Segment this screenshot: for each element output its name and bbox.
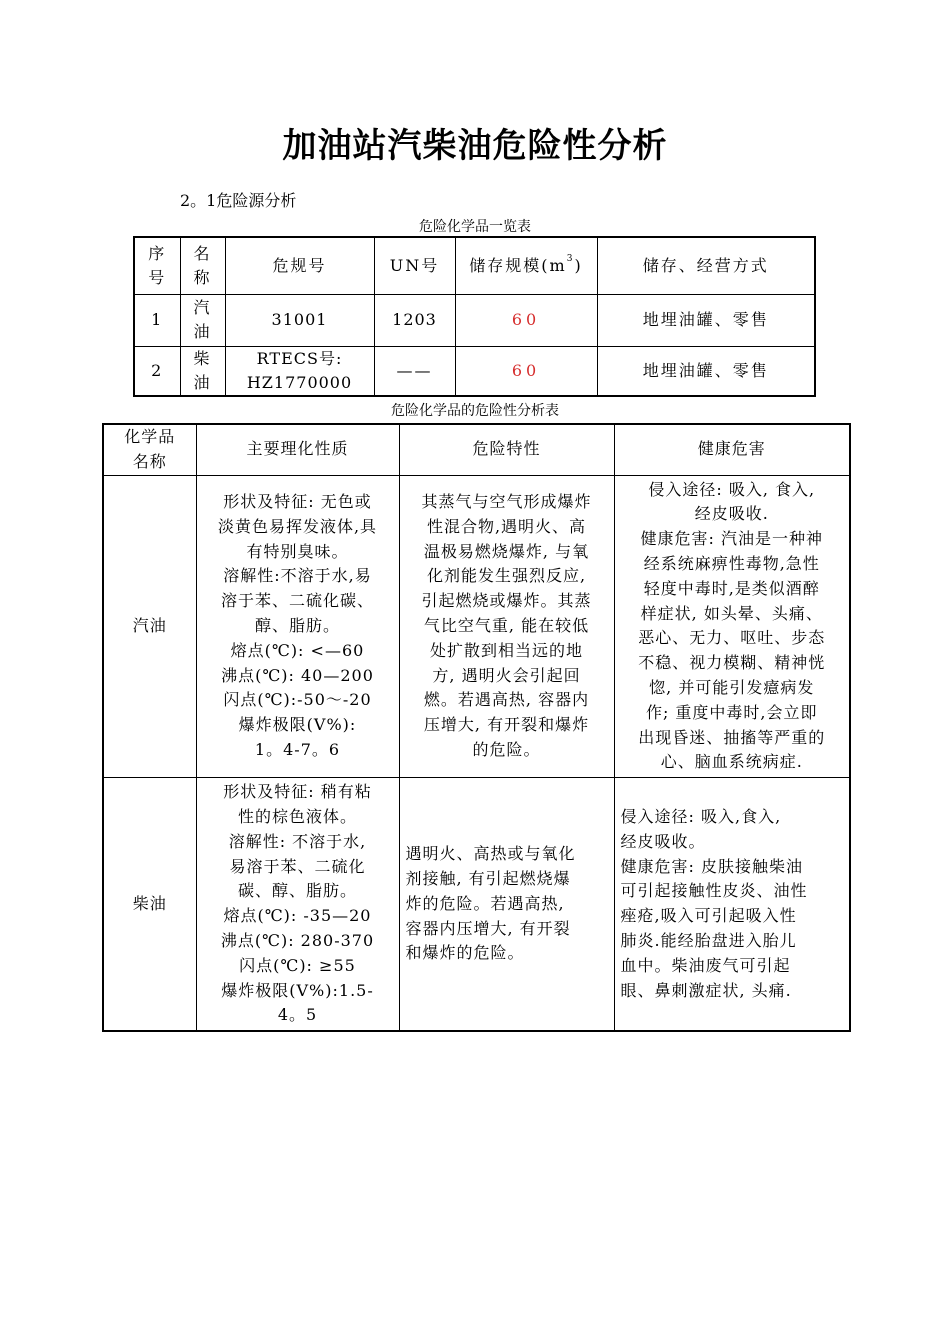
health-cell	[614, 475, 850, 778]
table-row	[103, 475, 850, 778]
table-row	[103, 778, 850, 1031]
text-line: 和爆炸的危险。	[405, 943, 525, 963]
text-line: 炸的危险。若遇高热,	[405, 893, 565, 913]
properties-cell	[196, 778, 399, 1031]
header-name-line: 名称	[132, 451, 167, 471]
header-mode: 储存、经营方式	[597, 237, 815, 294]
text-line: 形状及特征: 稍有粘	[223, 782, 372, 802]
text-line: 燃。若遇高热, 容器内	[423, 690, 590, 710]
code-line: RTECS号:	[256, 348, 343, 368]
text-line: 惚, 并可能引发癔病发	[649, 677, 815, 697]
header-code: 危规号	[225, 237, 374, 294]
text-line: 痤疮,吸入可引起吸入性	[620, 906, 797, 926]
table1-caption: 危险化学品一览表	[419, 219, 531, 235]
name-line: 汽	[193, 298, 212, 317]
header-seq-line: 号	[148, 267, 167, 287]
scale-cell: 60	[455, 346, 597, 396]
code-cell: 31001	[225, 294, 374, 346]
header-scale-close: )	[574, 255, 583, 275]
hazard-cell	[399, 778, 614, 1031]
scale-cell: 60	[455, 294, 597, 346]
table2-caption: 危险化学品的危险性分析表	[391, 403, 559, 419]
text-line: 恶心、无力、呕吐、步态	[638, 628, 826, 648]
mode-cell: 地埋油罐、零售	[597, 294, 815, 346]
text-line: 性的棕色液体。	[237, 806, 357, 826]
header-name	[180, 237, 225, 294]
code-cell	[225, 346, 374, 396]
properties-cell	[196, 475, 399, 778]
text-line: 方, 遇明火会引起回	[432, 665, 581, 685]
text-line: 熔点(℃): -35—20	[223, 906, 372, 926]
mode-cell: 地埋油罐、零售	[597, 346, 815, 396]
table1-header-row	[134, 237, 815, 294]
name-line: 柴	[193, 348, 212, 368]
seq-cell: 1	[134, 294, 180, 346]
header-health: 健康危害	[614, 424, 850, 475]
name-line: 油	[193, 322, 212, 341]
text-line: 压增大, 有开裂和爆炸	[423, 715, 590, 735]
header-scale-unit-exponent: 3	[566, 253, 575, 264]
text-line: 侵入途径: 吸入,食入,	[620, 806, 782, 826]
text-line: 爆炸极限(V%):1.5-	[221, 980, 374, 1000]
text-line: 溶解性:不溶于水,易	[223, 566, 372, 586]
chemical-name-cell: 汽油	[103, 475, 196, 778]
text-line: 爆炸极限(V%):	[238, 715, 357, 735]
text-line: 样症状, 如头晕、头痛、	[640, 603, 823, 623]
text-line: 的危险。	[472, 739, 541, 759]
table2-header-row	[103, 424, 850, 475]
header-properties: 主要理化性质	[196, 424, 399, 475]
text-line: 沸点(℃): 40—200	[221, 665, 374, 685]
header-un: UN号	[374, 237, 455, 294]
seq-cell: 2	[134, 346, 180, 396]
text-line: 有特别臭味。	[246, 541, 349, 561]
text-line: 出现昏迷、抽搐等严重的	[638, 727, 826, 747]
hazard-cell	[399, 475, 614, 778]
text-line: 侵入途径: 吸入, 食入,	[648, 479, 816, 499]
name-cell	[180, 294, 225, 346]
text-line: 引起燃烧或爆炸。其蒸	[421, 591, 592, 611]
code-line: HZ1770000	[246, 372, 353, 392]
text-line: 碳、醇、脂肪。	[237, 881, 357, 901]
chemicals-list-table	[133, 236, 816, 397]
text-line: 作; 重度中毒时,会立即	[645, 702, 818, 722]
health-cell	[614, 778, 850, 1031]
header-chemical-name	[103, 424, 196, 475]
text-line: 形状及特征: 无色或	[223, 491, 372, 511]
hazard-analysis-table	[102, 423, 851, 1032]
section-heading: 2。1危险源分析	[180, 191, 297, 210]
text-line: 处扩散到相当远的地	[429, 640, 583, 660]
text-line: 溶于苯、二硫化碳、	[220, 591, 374, 611]
un-cell: 1203	[374, 294, 455, 346]
header-seq	[134, 237, 180, 294]
header-name-line: 化学品	[124, 427, 176, 446]
text-line: 健康危害: 皮肤接触柴油	[620, 856, 803, 876]
chemical-name-cell: 柴油	[103, 778, 196, 1031]
text-line: 其蒸气与空气形成爆炸	[421, 491, 592, 511]
text-line: 容器内压增大, 有开裂	[405, 918, 571, 938]
text-line: 闪点(℃): ≥55	[239, 955, 356, 975]
text-line: 经系统麻痹性毒物,急性	[643, 553, 820, 573]
text-line: 醇、脂肪。	[254, 615, 340, 635]
un-cell: ——	[374, 346, 455, 396]
text-line: 血中。柴油废气可引起	[620, 955, 791, 975]
text-line: 轻度中毒时,是类似酒醉	[643, 578, 820, 598]
header-name-line: 名	[193, 243, 212, 263]
text-line: 眼、鼻刺激症状, 头痛.	[620, 980, 792, 1000]
text-line: 1。4-7。6	[254, 739, 341, 759]
table-row	[134, 294, 815, 346]
text-line: 剂接触, 有引起燃烧爆	[405, 868, 571, 888]
text-line: 可引起接触性皮炎、油性	[620, 881, 808, 901]
table-row	[134, 346, 815, 396]
header-name-line: 称	[193, 267, 212, 287]
header-seq-line: 序	[148, 243, 167, 263]
page-title: 加油站汽柴油危险性分析	[282, 126, 668, 166]
text-line: 闪点(℃):-50～-20	[223, 690, 372, 710]
text-line: 淡黄色易挥发液体,具	[217, 516, 378, 536]
text-line: 经皮吸收.	[694, 504, 769, 524]
text-line: 经皮吸收。	[620, 831, 706, 851]
text-line: 易溶于苯、二硫化	[229, 856, 366, 876]
text-line: 气比空气重, 能在较低	[423, 615, 590, 635]
header-scale-text: 储存规模(m	[469, 255, 567, 275]
header-hazard: 危险特性	[399, 424, 614, 475]
text-line: 健康危害: 汽油是一种神	[640, 529, 823, 549]
name-line: 油	[193, 372, 212, 392]
text-line: 不稳、视力模糊、精神恍	[638, 653, 826, 673]
header-scale	[455, 237, 597, 294]
text-line: 沸点(℃): 280-370	[220, 930, 375, 950]
text-line: 化剂能发生强烈反应,	[426, 566, 587, 586]
text-line: 熔点(℃): <—60	[230, 640, 365, 660]
text-line: 性混合物,遇明火、高	[426, 516, 587, 536]
text-line: 遇明火、高热或与氧化	[405, 844, 576, 864]
text-line: 溶解性: 不溶于水,	[228, 831, 367, 851]
text-line: 4。5	[277, 1005, 318, 1025]
text-line: 温极易燃烧爆炸, 与氧	[423, 541, 590, 561]
text-line: 心、脑血系统病症.	[660, 752, 803, 772]
name-cell	[180, 346, 225, 396]
text-line: 肺炎.能经胎盘进入胎儿	[620, 930, 797, 950]
